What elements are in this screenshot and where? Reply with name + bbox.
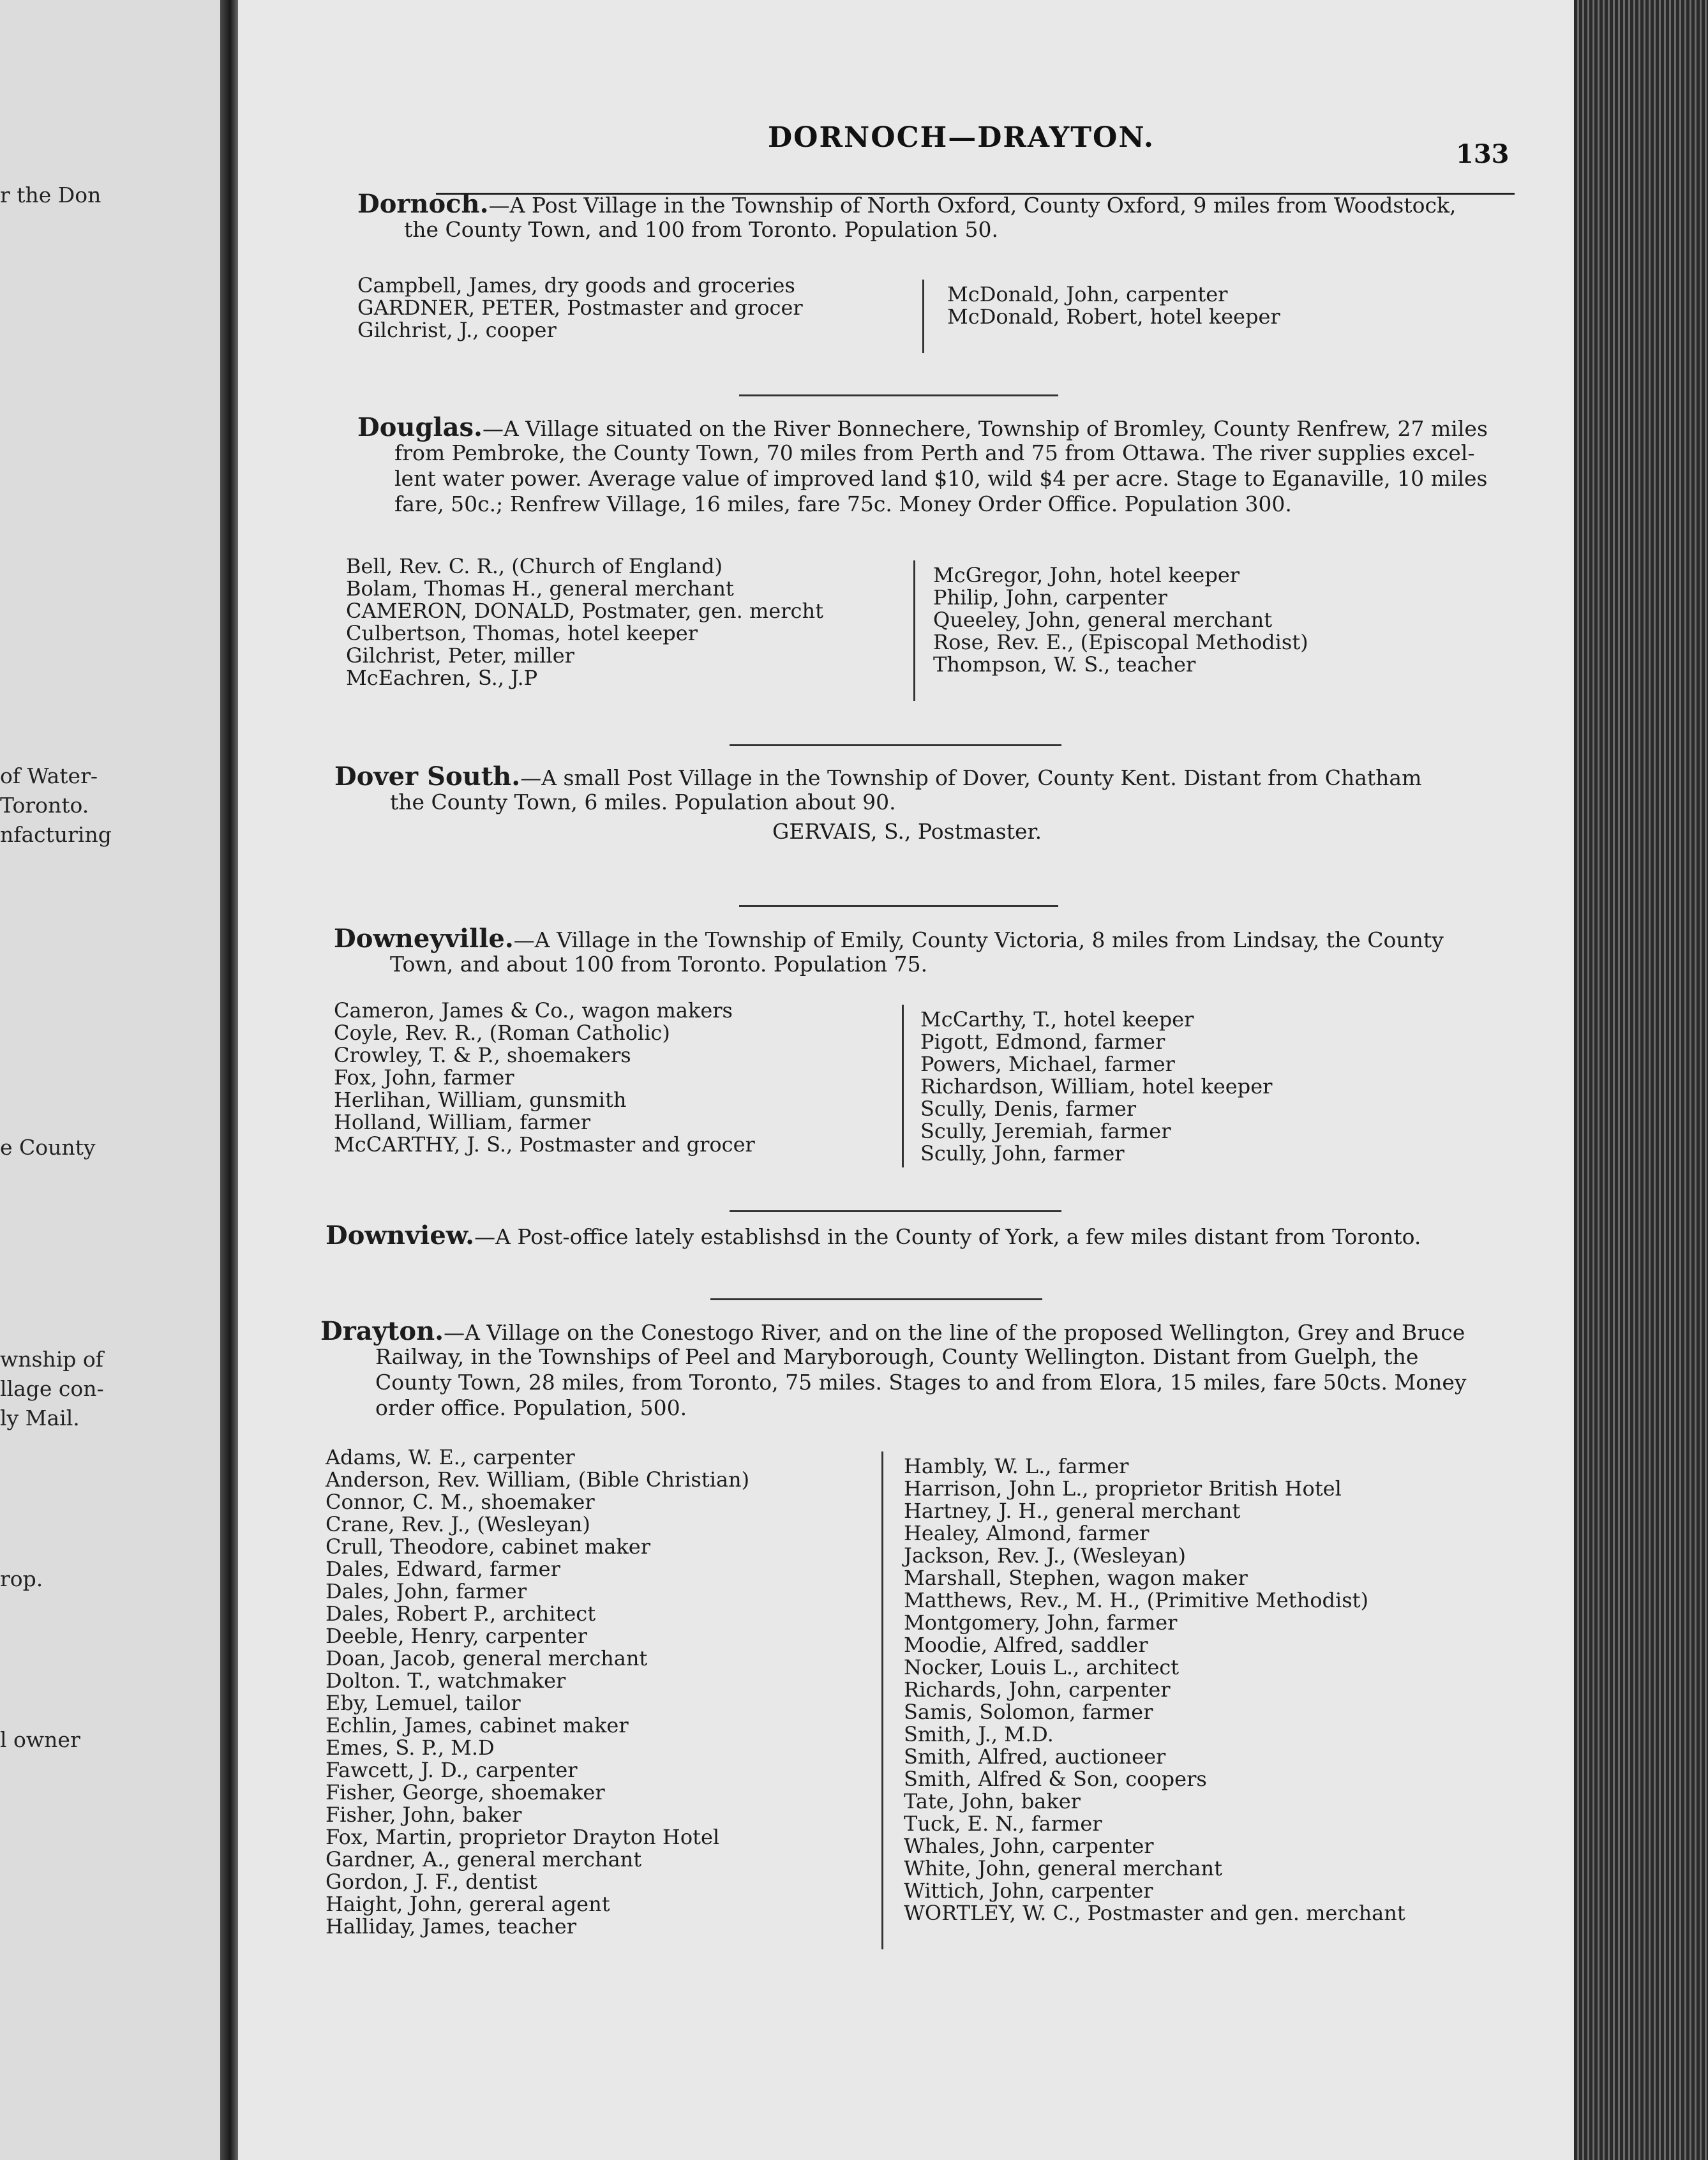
facing-page-fragment: l owner	[0, 1727, 80, 1752]
resident-listing: Crull, Theodore, cabinet maker	[326, 1534, 651, 1559]
resident-listing: Tate, John, baker	[904, 1789, 1081, 1813]
resident-listing: Echlin, James, cabinet maker	[326, 1713, 629, 1737]
resident-listing: Dales, Edward, farmer	[326, 1557, 560, 1581]
resident-listing: WORTLEY, W. C., Postmaster and gen. merchant	[904, 1901, 1405, 1925]
resident-listing: Dales, Robert P., architect	[326, 1601, 596, 1626]
description-line: —A Village situated on the River Bonnechere, Township of Bromley, County Renfrew, 27 miles	[482, 416, 1488, 441]
entry-description	[357, 191, 1456, 218]
entry-separator	[730, 744, 1061, 746]
directory-entry	[238, 191, 1574, 345]
place-name: Downview.	[326, 1220, 475, 1250]
resident-listing: Cameron, James & Co., wagon makers	[334, 998, 733, 1023]
page-edges	[1574, 0, 1708, 2160]
entry-description	[334, 761, 1422, 791]
resident-listing: Tuck, E. N., farmer	[904, 1811, 1102, 1836]
resident-listing: Harrison, John L., proprietor British Hotel	[904, 1476, 1342, 1501]
resident-listing: Gardner, A., general merchant	[326, 1847, 642, 1871]
resident-listing: Dolton. T., watchmaker	[326, 1669, 566, 1693]
resident-listing: McCARTHY, J. S., Postmaster and grocer	[334, 1132, 755, 1157]
resident-listing: Thompson, W. S., teacher	[933, 652, 1196, 677]
resident-listing: Crowley, T. & P., shoemakers	[334, 1043, 631, 1067]
resident-listing: Scully, John, farmer	[920, 1141, 1125, 1166]
resident-listing: Fawcett, J. D., carpenter	[326, 1758, 578, 1782]
resident-listing: Deeble, Henry, carpenter	[326, 1624, 587, 1648]
resident-list-left	[334, 1000, 755, 1156]
resident-listing: Culbertson, Thomas, hotel keeper	[346, 621, 698, 645]
resident-listing: Hambly, W. L., farmer	[904, 1454, 1129, 1478]
description-line: from Pembroke, the County Town, 70 miles from Perth and 75 from Ottawa. The river supplies excel-	[394, 440, 1475, 465]
place-name: Dornoch.	[357, 189, 489, 219]
facing-page-fragment: e County	[0, 1135, 96, 1160]
resident-listing: Holland, William, farmer	[334, 1110, 590, 1134]
facing-page-fragment: r the Don	[0, 183, 101, 207]
resident-listing: Anderson, Rev. William, (Bible Christian)	[326, 1467, 750, 1492]
resident-listing: Scully, Jeremiah, farmer	[920, 1119, 1171, 1143]
resident-listing: Marshall, Stephen, wagon maker	[904, 1566, 1248, 1590]
description-line: —A Village on the Conestogo River, and on the line of the proposed Wellington, Grey and Bruce	[444, 1320, 1465, 1345]
resident-listing: Matthews, Rev., M. H., (Primitive Methodist)	[904, 1588, 1368, 1612]
resident-listing: Scully, Denis, farmer	[920, 1097, 1137, 1121]
resident-list-left	[346, 555, 823, 689]
book-page	[238, 0, 1574, 2160]
facing-page	[0, 0, 220, 2160]
resident-listing: Gordon, J. F., dentist	[326, 1870, 537, 1894]
description-line: County Town, 28 miles, from Toronto, 75 miles. Stages to and from Elora, 15 miles, fare 50cts. Money	[375, 1370, 1467, 1395]
directory-entry	[238, 924, 1574, 1166]
description-line: lent water power. Average value of improved land $10, wild $4 per acre. Stage to Eganaville, 10 miles	[394, 466, 1488, 491]
resident-listing: Montgomery, John, farmer	[904, 1610, 1178, 1635]
column-divider	[902, 1005, 904, 1167]
description-line: —A Village in the Township of Emily, County Victoria, 8 miles from Lindsay, the County	[513, 927, 1444, 952]
resident-listing: Powers, Michael, farmer	[920, 1052, 1175, 1076]
resident-listing: Eby, Lemuel, tailor	[326, 1691, 521, 1715]
entry-description	[357, 412, 1488, 442]
resident-listing: Jackson, Rev. J., (Wesleyan)	[904, 1543, 1186, 1568]
description-line: —A Post-office lately establishsd in the County of York, a few miles distant from Toronto.	[474, 1224, 1421, 1249]
resident-listing: Adams, W. E., carpenter	[326, 1445, 575, 1469]
resident-listing: McGregor, John, hotel keeper	[933, 563, 1240, 587]
resident-listing: Hartney, J. H., general merchant	[904, 1499, 1241, 1523]
resident-listing: Wittich, John, carpenter	[904, 1879, 1153, 1903]
postmaster-line: GERVAIS, S., Postmaster.	[772, 819, 1042, 844]
resident-listing: Rose, Rev. E., (Episcopal Methodist)	[933, 630, 1308, 654]
resident-listing: McDonald, Robert, hotel keeper	[947, 304, 1280, 329]
place-name: Douglas.	[357, 412, 483, 442]
resident-listing: CAMERON, DONALD, Postmater, gen. mercht	[346, 599, 823, 623]
place-name: Drayton.	[320, 1316, 444, 1346]
column-divider	[881, 1451, 883, 1949]
entry-separator	[730, 1210, 1061, 1212]
resident-listing: Nocker, Louis L., architect	[904, 1655, 1180, 1679]
directory-entry	[238, 761, 1574, 917]
resident-listing: Richardson, William, hotel keeper	[920, 1074, 1273, 1099]
resident-listing: Pigott, Edmond, farmer	[920, 1030, 1165, 1054]
description-line: Town, and about 100 from Toronto. Population 75.	[390, 952, 928, 977]
resident-listing: Emes, S. P., M.D	[326, 1736, 495, 1760]
resident-listing: McCarthy, T., hotel keeper	[920, 1007, 1194, 1031]
column-divider	[913, 560, 915, 701]
resident-listing: Philip, John, carpenter	[933, 585, 1167, 610]
book-gutter	[220, 0, 238, 2160]
resident-list-right	[947, 283, 1280, 328]
resident-listing: Crane, Rev. J., (Wesleyan)	[326, 1512, 590, 1536]
resident-listing: GARDNER, PETER, Postmaster and grocer	[357, 296, 803, 320]
facing-page-fragment: ly Mail.	[0, 1406, 80, 1430]
description-line: the County Town, and 100 from Toronto. Population 50.	[404, 217, 998, 242]
facing-page-fragment: nfacturing	[0, 822, 112, 847]
column-divider	[922, 280, 924, 353]
resident-listing: Doan, Jacob, general merchant	[326, 1646, 648, 1670]
resident-list-right	[920, 1009, 1272, 1165]
running-head: DORNOCH—DRAYTON.	[768, 121, 1155, 154]
resident-list-left	[357, 274, 803, 341]
entry-description	[320, 1316, 1465, 1346]
facing-page-fragment: rop.	[0, 1566, 43, 1591]
resident-listing: Fox, Martin, proprietor Drayton Hotel	[326, 1825, 720, 1849]
entry-description	[326, 1220, 1421, 1250]
place-name: Dover South.	[334, 761, 521, 791]
resident-list-right	[933, 564, 1308, 676]
resident-listing: Dales, John, farmer	[326, 1579, 527, 1603]
resident-listing: Halliday, James, teacher	[326, 1914, 577, 1939]
resident-list-left	[326, 1446, 749, 1938]
description-line: —A Post Village in the Township of North Oxford, County Oxford, 9 miles from Woodstock,	[488, 193, 1457, 218]
resident-listing: Campbell, James, dry goods and groceries	[357, 273, 795, 297]
place-name: Downeyville.	[334, 924, 514, 954]
directory-entry	[238, 1316, 1574, 1939]
resident-listing: Gilchrist, Peter, miller	[346, 643, 574, 668]
resident-listing: McDonald, John, carpenter	[947, 282, 1228, 306]
description-line: order office. Population, 500.	[375, 1395, 687, 1420]
resident-listing: Bolam, Thomas H., general merchant	[346, 576, 734, 601]
resident-listing: Fox, John, farmer	[334, 1065, 514, 1090]
resident-listing: White, John, general merchant	[904, 1856, 1222, 1880]
page-number: 133	[1456, 139, 1509, 169]
resident-listing: Fisher, George, shoemaker	[326, 1780, 605, 1804]
resident-listing: Smith, J., M.D.	[904, 1722, 1054, 1746]
resident-listing: Gilchrist, J., cooper	[357, 318, 557, 342]
resident-listing: Samis, Solomon, farmer	[904, 1700, 1153, 1724]
resident-list-right	[904, 1455, 1405, 1924]
facing-page-fragment: llage con-	[0, 1376, 104, 1401]
resident-listing: Richards, John, carpenter	[904, 1677, 1171, 1702]
description-line: —A small Post Village in the Township of Dover, County Kent. Distant from Chatham	[520, 765, 1422, 790]
resident-listing: Haight, John, gereral agent	[326, 1892, 610, 1916]
resident-listing: Smith, Alfred & Son, coopers	[904, 1767, 1207, 1791]
entry-description	[334, 926, 1444, 953]
resident-listing: Connor, C. M., shoemaker	[326, 1490, 595, 1514]
resident-listing: Smith, Alfred, auctioneer	[904, 1744, 1166, 1769]
resident-listing: Whales, John, carpenter	[904, 1834, 1154, 1858]
resident-listing: McEachren, S., J.P	[346, 666, 538, 690]
resident-listing: Coyle, Rev. R., (Roman Catholic)	[334, 1021, 670, 1045]
entry-separator	[739, 394, 1058, 396]
resident-listing: Moodie, Alfred, saddler	[904, 1633, 1148, 1657]
facing-page-fragment: of Water-	[0, 763, 98, 788]
description-line: the County Town, 6 miles. Population about 90.	[390, 790, 896, 814]
resident-listing: Healey, Almond, farmer	[904, 1521, 1150, 1545]
facing-page-fragment: wnship of	[0, 1347, 103, 1372]
facing-page-fragment: Toronto.	[0, 793, 89, 818]
resident-listing: Herlihan, William, gunsmith	[334, 1088, 627, 1112]
resident-listing: Queeley, John, general merchant	[933, 608, 1273, 632]
description-line: Railway, in the Townships of Peel and Maryborough, County Wellington. Distant from Guelph, the	[375, 1344, 1419, 1369]
resident-listing: Bell, Rev. C. R., (Church of England)	[346, 554, 723, 578]
resident-listing: Fisher, John, baker	[326, 1803, 522, 1827]
directory-entry	[238, 412, 1574, 690]
description-line: fare, 50c.; Renfrew Village, 16 miles, fare 75c. Money Order Office. Population 300.	[394, 491, 1292, 516]
